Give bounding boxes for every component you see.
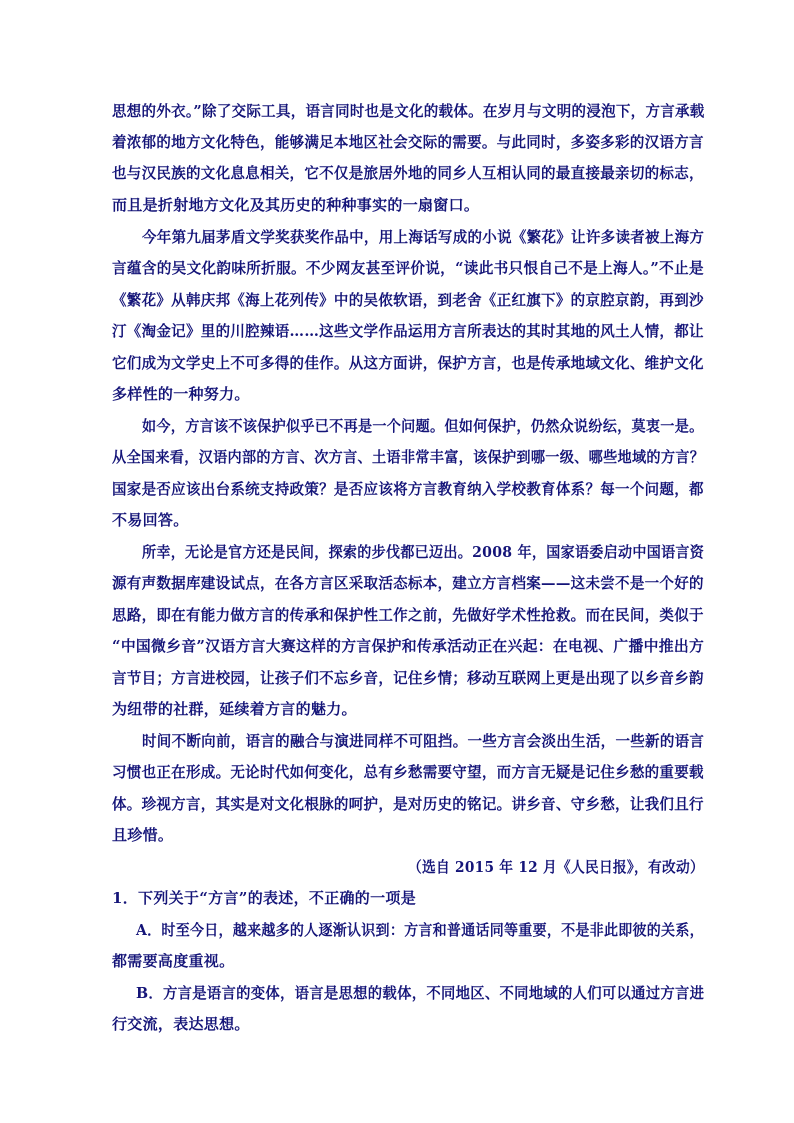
paragraph-3-line-2: 从全国来看，汉语内部的方言、次方言、土语非常丰富，该保护到哪一级、哪些地域的方言？ — [112, 448, 705, 466]
paragraph-4-line-4: “中国微乡音”汉语方言大赛这样的方言保护和传承活动正在兴起：在电视、广播中推出方 — [112, 637, 705, 655]
question-1-option-b-line-2: 行交流，表达思想。 — [112, 1015, 250, 1033]
paragraph-3-line-4: 不易回答。 — [112, 511, 189, 529]
question-1-option-a-line-2: 都需要高度重视。 — [112, 952, 235, 970]
paragraph-2-line-1: 今年第九届茅盾文学奖获奖作品中，用上海话写成的小说《繁花》让许多读者被上海方 — [142, 228, 705, 246]
paragraph-2-line-6: 多样性的一种努力。 — [112, 385, 250, 403]
question-1-option-a-line-1: A．时至今日，越来越多的人逐渐认识到：方言和普通话同等重要，不是非此即彼的关系， — [136, 921, 704, 939]
paragraph-1-line-3: 也与汉民族的文化息息相关，它不仅是旅居外地的同乡人互相认同的最直接最亲切的标志， — [112, 164, 704, 182]
paragraph-2-line-4: 汀《淘金记》里的川腔辣语……这些文学作品运用方言所表达的其时其地的风土人情，都让 — [112, 322, 704, 340]
paragraph-2-line-2: 言蕴含的吴文化韵味所折服。不少网友甚至评价说，“读此书只恨自己不是上海人。”不止是 — [112, 259, 704, 277]
paragraph-4-line-3: 思路，即在有能力做方言的传承和保护性工作之前，先做好学术性抢救。而在民间，类似于 — [112, 606, 704, 624]
paragraph-5-line-3: 体。珍视方言，其实是对文化根脉的呵护，是对历史的铭记。讲乡音、守乡愁，让我们且行 — [112, 795, 704, 813]
paragraph-3-line-3: 国家是否应该出台系统支持政策？是否应该将方言教育纳入学校教育体系？每一个问题，都 — [112, 480, 704, 498]
paragraph-5-line-4: 且珍惜。 — [112, 826, 174, 844]
paragraph-1-line-4: 而且是折射地方文化及其历史的种种事实的一扇窗口。 — [112, 196, 480, 214]
paragraph-1-line-1: 思想的外衣。”除了交际工具，语言同时也是文化的载体。在岁月与文明的浸泡下，方言承载 — [112, 102, 705, 120]
paragraph-4-line-1: 所幸，无论是官方还是民间，探索的步伐都已迈出。2008 年，国家语委启动中国语言资 — [142, 543, 705, 561]
paragraph-3-line-1: 如今，方言该不该保护似乎已不再是一个问题。但如何保护，仍然众说纷纭，莫衷一是。 — [142, 417, 704, 435]
paragraph-4-line-2: 源有声数据库建设试点，在各方言区采取活态标本，建立方言档案——这未尝不是一个好的 — [112, 574, 704, 592]
question-1-stem: 1．下列关于“方言”的表述，不正确的一项是 — [112, 889, 416, 907]
source-attribution: （选自 2015 年 12 月《人民日报》，有改动） — [408, 858, 704, 876]
question-1-option-b-line-1: B．方言是语言的变体，语言是思想的载体，不同地区、不同地域的人们可以通过方言进 — [136, 984, 705, 1002]
paragraph-4-line-6: 为纽带的社群，延续着方言的魅力。 — [112, 700, 357, 718]
paragraph-1-line-2: 着浓郁的地方文化特色，能够满足本地区社会交际的需要。与此同时，多姿多彩的汉语方言 — [112, 133, 704, 151]
paragraph-2-line-3: 《繁花》从韩庆邦《海上花列传》中的吴侬软语，到老舍《正红旗下》的京腔京韵，再到沙 — [112, 291, 704, 309]
paragraph-5-line-2: 习惯也正在形成。无论时代如何变化，总有乡愁需要守望，而方言无疑是记住乡愁的重要载 — [112, 763, 704, 781]
paragraph-4-line-5: 言节目；方言进校园，让孩子们不忘乡音，记住乡情；移动互联网上更是出现了以乡音乡韵 — [112, 669, 704, 687]
paragraph-2-line-5: 它们成为文学史上不可多得的佳作。从这方面讲，保护方言，也是传承地域文化、维护文化 — [112, 354, 704, 372]
paragraph-5-line-1: 时间不断向前，语言的融合与演进同样不可阻挡。一些方言会淡出生活，一些新的语言 — [142, 732, 705, 750]
